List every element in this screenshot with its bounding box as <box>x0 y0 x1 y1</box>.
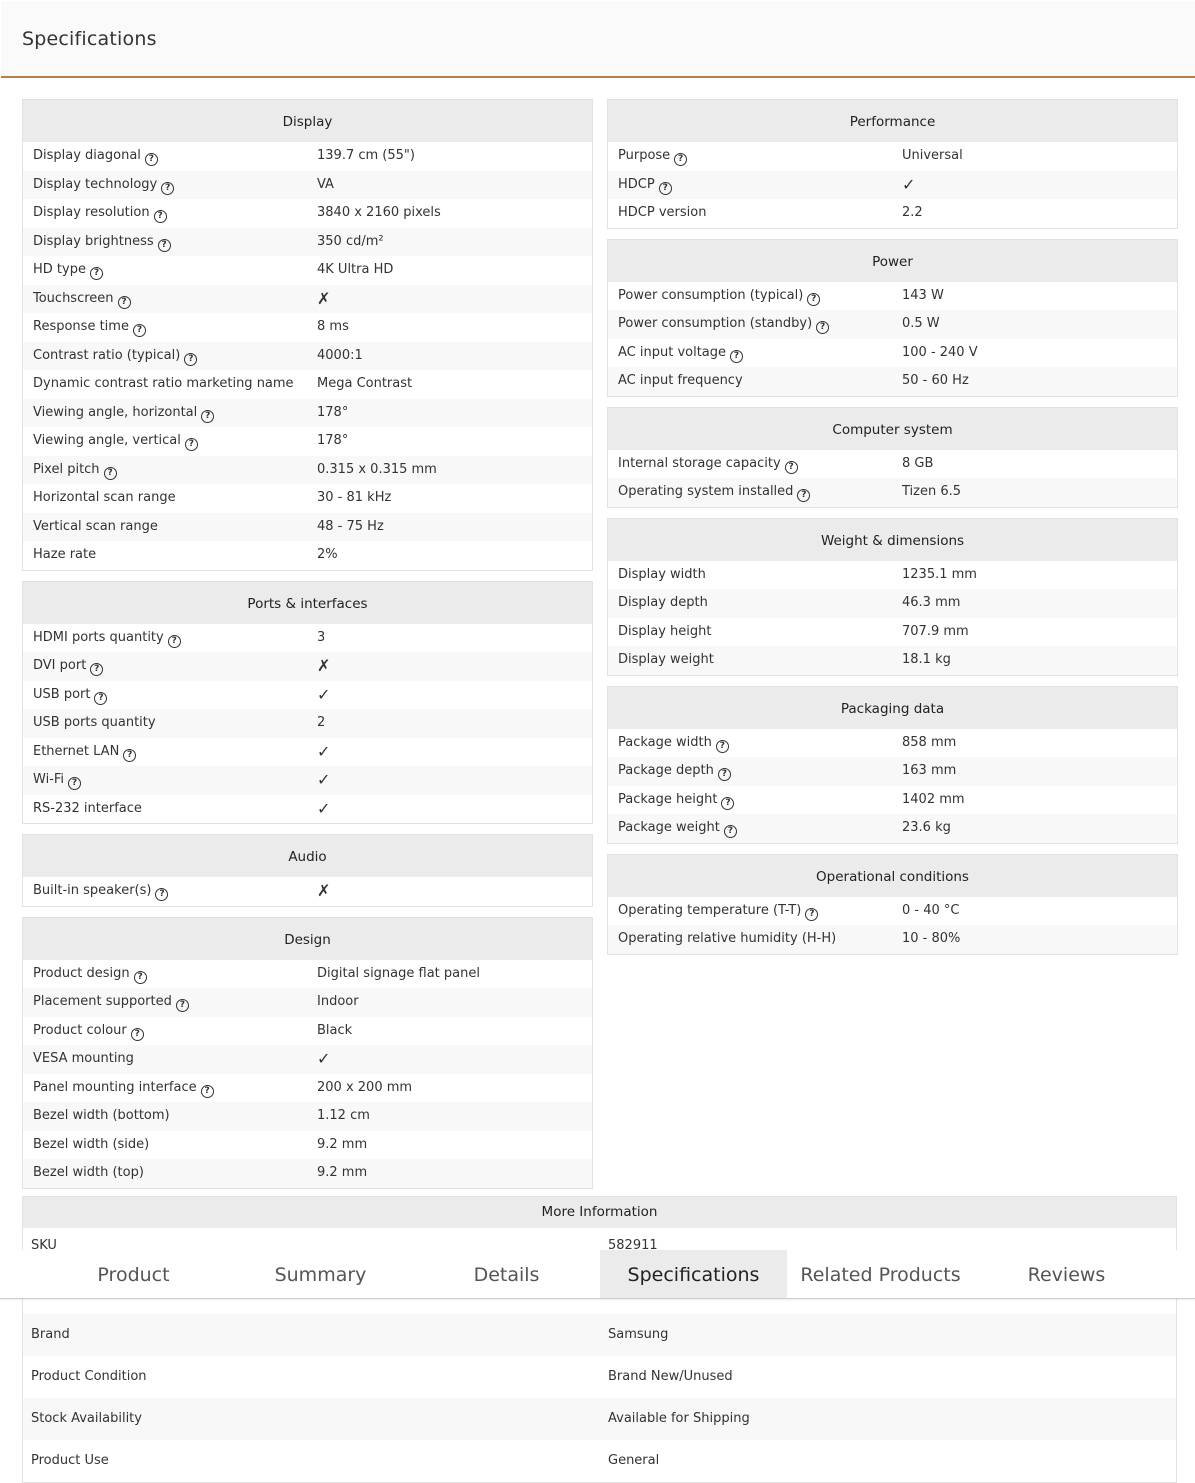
spec-label <box>33 1074 214 1103</box>
help-icon[interactable]: ? <box>185 438 198 451</box>
spec-row <box>23 652 592 681</box>
spec-label-text: AC input frequency <box>618 373 743 388</box>
spec-label <box>618 339 743 368</box>
spec-label-text: VESA mounting <box>33 1051 134 1066</box>
spec-label <box>618 925 836 954</box>
spec-label-text: Display width <box>618 566 706 582</box>
spec-table-audio <box>22 834 593 907</box>
tab-reviews[interactable]: Reviews <box>1027 1264 1106 1286</box>
spec-row <box>608 450 1177 479</box>
spec-rows <box>23 960 592 1188</box>
spec-label <box>33 1045 134 1074</box>
help-icon[interactable]: ? <box>90 663 103 676</box>
spec-table-title: Computer system <box>608 408 1177 450</box>
spec-row <box>608 478 1177 507</box>
spec-label <box>618 561 706 590</box>
spec-table-packaging-data <box>607 686 1178 844</box>
spec-label <box>618 282 820 311</box>
spec-label <box>33 541 96 570</box>
spec-value: 143 W <box>902 287 944 303</box>
page-title: Specifications <box>22 28 157 50</box>
spec-label <box>33 1102 170 1131</box>
spec-rows <box>608 561 1177 675</box>
spec-table-ports-interfaces <box>22 581 593 825</box>
help-icon[interactable]: ? <box>785 461 798 474</box>
spec-value: 858 mm <box>902 734 957 750</box>
spec-label-text: Display technology <box>33 176 158 192</box>
spec-label <box>618 814 737 843</box>
spec-rows <box>608 142 1177 228</box>
spec-row <box>608 897 1177 926</box>
spec-row <box>23 681 592 710</box>
spec-label-text: Viewing angle, horizontal <box>33 404 198 420</box>
spec-label-text: Horizontal scan range <box>33 490 176 505</box>
spec-label <box>33 484 176 513</box>
spec-value: 3 <box>317 629 326 645</box>
help-icon[interactable]: ? <box>674 153 687 166</box>
spec-label <box>618 478 810 507</box>
spec-row <box>23 256 592 285</box>
spec-label-text: Pixel pitch <box>33 461 100 477</box>
page-header <box>1 1 1195 78</box>
spec-value: 10 - 80% <box>902 931 961 946</box>
tab-details[interactable]: Details <box>473 1264 540 1286</box>
spec-rows <box>23 877 592 906</box>
help-icon[interactable]: ? <box>104 467 117 480</box>
product-tab-bar <box>0 1250 1195 1299</box>
spec-label <box>33 1017 144 1046</box>
tab-related-products[interactable]: Related Products <box>800 1264 961 1286</box>
spec-label-text: Bezel width (bottom) <box>33 1108 170 1123</box>
help-icon[interactable]: ? <box>168 635 181 648</box>
spec-value: 0 - 40 °C <box>902 902 960 918</box>
cross-icon: ✗ <box>317 881 331 900</box>
spec-label <box>618 171 672 200</box>
spec-label <box>33 456 117 485</box>
spec-value: 1.12 cm <box>317 1108 370 1123</box>
help-icon[interactable]: ? <box>659 182 672 195</box>
spec-row <box>608 757 1177 786</box>
spec-table-title: Ports & interfaces <box>23 582 592 624</box>
spec-row <box>608 339 1177 368</box>
spec-row <box>23 988 592 1017</box>
spec-label <box>33 313 146 342</box>
spec-row <box>23 399 592 428</box>
spec-value: Black <box>317 1022 353 1038</box>
spec-value: 707.9 mm <box>902 623 969 639</box>
spec-row <box>23 1017 592 1046</box>
sku-row <box>23 1228 1176 1250</box>
spec-label-text: Vertical scan range <box>33 518 158 534</box>
help-icon[interactable]: ? <box>133 324 146 337</box>
spec-row <box>608 199 1177 228</box>
spec-table-title: Power <box>608 240 1177 282</box>
spec-table-operational-conditions <box>607 854 1178 955</box>
more-info-value: Brand New/Unused <box>608 1369 733 1384</box>
spec-table-display <box>22 99 593 571</box>
cross-icon: ✗ <box>317 656 331 675</box>
spec-label-text: Operating relative humidity (H-H) <box>618 931 837 946</box>
help-icon[interactable]: ? <box>68 777 81 790</box>
help-icon[interactable]: ? <box>134 971 147 984</box>
spec-label-text: Display resolution <box>33 205 150 220</box>
spec-label-text: Response time <box>33 319 129 334</box>
spec-row <box>608 646 1177 675</box>
more-info-row <box>23 1440 1176 1482</box>
help-icon[interactable]: ? <box>176 999 189 1012</box>
spec-value: 200 x 200 mm <box>317 1079 413 1095</box>
spec-row <box>608 171 1177 200</box>
spec-table-title: Operational conditions <box>608 855 1177 897</box>
spec-value: 48 - 75 Hz <box>317 518 384 534</box>
spec-table-title: Audio <box>23 835 592 877</box>
spec-value: Indoor <box>317 994 359 1009</box>
more-info-row <box>23 1356 1176 1398</box>
spec-label-text: Package height <box>618 791 718 807</box>
more-info-label: Product Use <box>31 1453 109 1468</box>
spec-value: 8 ms <box>317 319 349 334</box>
spec-value: 100 - 240 V <box>902 344 978 360</box>
help-icon[interactable]: ? <box>730 350 743 363</box>
help-icon[interactable]: ? <box>131 1028 144 1041</box>
check-icon: ✓ <box>317 684 331 704</box>
spec-row <box>23 1045 592 1074</box>
spec-label-text: Package width <box>618 734 712 750</box>
more-info-value: Available for Shipping <box>608 1411 750 1426</box>
spec-label <box>33 1159 144 1188</box>
spec-row <box>23 142 592 171</box>
spec-label <box>33 1131 149 1160</box>
spec-table-title: Packaging data <box>608 687 1177 729</box>
spec-rows <box>608 897 1177 954</box>
spec-row <box>23 766 592 795</box>
help-icon[interactable]: ? <box>797 489 810 502</box>
spec-value: 178° <box>317 404 349 420</box>
check-icon: ✓ <box>317 741 331 761</box>
spec-label-text: USB port <box>33 686 91 702</box>
more-info-rows <box>23 1314 1176 1482</box>
spec-rows <box>608 450 1177 507</box>
more-info-row <box>23 1398 1176 1440</box>
spec-label-text: Internal storage capacity <box>618 455 781 471</box>
spec-value: VA <box>317 176 334 192</box>
spec-label <box>33 652 103 681</box>
sku-value: 582911 <box>608 1238 658 1250</box>
spec-label-text: Dynamic contrast ratio marketing name <box>33 376 294 391</box>
tab-product[interactable]: Product <box>97 1264 170 1286</box>
spec-value: 2% <box>317 547 338 562</box>
spec-value: Tizen 6.5 <box>902 484 962 499</box>
spec-label-text: Display brightness <box>33 233 154 249</box>
help-icon[interactable]: ? <box>718 768 731 781</box>
help-icon[interactable]: ? <box>94 692 107 705</box>
spec-label <box>618 757 731 786</box>
spec-value: 4K Ultra HD <box>317 262 394 277</box>
spec-label-text: Placement supported <box>33 994 172 1009</box>
spec-row <box>23 370 592 399</box>
spec-value: Digital signage flat panel <box>317 965 480 981</box>
spec-label-text: AC input voltage <box>618 344 727 360</box>
help-icon[interactable]: ? <box>805 908 818 921</box>
spec-table-computer-system <box>607 407 1178 508</box>
spec-value: 9.2 mm <box>317 1165 368 1180</box>
spec-table-title: Performance <box>608 100 1177 142</box>
spec-label-text: Bezel width (top) <box>33 1165 144 1180</box>
more-info-value: General <box>608 1453 660 1468</box>
spec-label <box>33 681 107 710</box>
spec-rows <box>608 282 1177 396</box>
spec-label <box>33 370 294 399</box>
spec-label <box>33 738 136 767</box>
spec-label <box>618 142 687 171</box>
spec-label <box>33 171 174 200</box>
spec-label-text: Wi-Fi <box>33 772 65 787</box>
spec-value: 0.315 x 0.315 mm <box>317 461 437 477</box>
spec-value: Mega Contrast <box>317 376 413 391</box>
spec-label <box>33 624 181 653</box>
spec-table-design <box>22 917 593 1189</box>
spec-label <box>33 228 171 257</box>
spec-label <box>33 795 142 824</box>
spec-label-text: Contrast ratio (typical) <box>33 347 181 363</box>
more-info-label: Stock Availability <box>31 1411 142 1426</box>
spec-label <box>618 310 829 339</box>
help-icon[interactable]: ? <box>184 353 197 366</box>
spec-label <box>618 450 798 479</box>
check-icon: ✓ <box>902 174 916 194</box>
spec-label-text: Product design <box>33 965 130 981</box>
spec-row <box>23 171 592 200</box>
spec-label-text: Product colour <box>33 1022 127 1038</box>
spec-row <box>23 1102 592 1131</box>
spec-row <box>608 561 1177 590</box>
spec-row <box>608 142 1177 171</box>
spec-row <box>23 877 592 906</box>
spec-value: 9.2 mm <box>317 1136 368 1152</box>
spec-row <box>23 285 592 314</box>
spec-row <box>23 228 592 257</box>
spec-table-power <box>607 239 1178 397</box>
spec-table-weight-dimensions <box>607 518 1178 676</box>
spec-label <box>618 729 729 758</box>
spec-rows <box>608 729 1177 843</box>
spec-label-text: Panel mounting interface <box>33 1079 197 1095</box>
spec-value: 4000:1 <box>317 347 363 363</box>
help-icon[interactable]: ? <box>118 296 131 309</box>
spec-row <box>608 310 1177 339</box>
spec-label <box>618 786 734 815</box>
help-icon[interactable]: ? <box>201 410 214 423</box>
spec-row <box>608 618 1177 647</box>
spec-label-text: Ethernet LAN <box>33 743 120 759</box>
spec-label-text: HDCP <box>618 176 655 192</box>
spec-rows <box>23 142 592 570</box>
help-icon[interactable]: ? <box>724 825 737 838</box>
help-icon[interactable]: ? <box>90 267 103 280</box>
help-icon[interactable]: ? <box>721 797 734 810</box>
spec-label <box>33 285 131 314</box>
spec-value: 350 cd/m² <box>317 233 384 249</box>
spec-row <box>23 541 592 570</box>
spec-label-text: Purpose <box>618 148 671 163</box>
more-info-label: Brand <box>31 1327 70 1342</box>
spec-label <box>33 256 103 285</box>
spec-row <box>608 786 1177 815</box>
check-icon: ✓ <box>317 798 331 818</box>
spec-label-text: Viewing angle, vertical <box>33 433 181 448</box>
spec-label-text: RS-232 interface <box>33 800 142 816</box>
spec-label-text: Operating temperature (T-T) <box>618 902 802 918</box>
spec-row <box>23 313 592 342</box>
sku-label: SKU <box>31 1238 57 1250</box>
spec-value: 18.1 kg <box>902 652 951 667</box>
spec-label-text: Power consumption (typical) <box>618 287 804 303</box>
spec-label-text: Power consumption (standby) <box>618 316 813 331</box>
help-icon[interactable]: ? <box>145 153 158 166</box>
more-info-value: Samsung <box>608 1327 669 1342</box>
spec-row <box>23 484 592 513</box>
check-icon: ✓ <box>317 1049 331 1068</box>
spec-row <box>608 367 1177 396</box>
spec-value: 139.7 cm (55") <box>317 148 415 163</box>
spec-label-text: DVI port <box>33 658 87 673</box>
spec-value: 0.5 W <box>902 316 940 331</box>
spec-label <box>33 709 156 738</box>
spec-row <box>23 1159 592 1188</box>
spec-label <box>33 877 168 906</box>
spec-label-text: Operating system installed <box>618 484 794 499</box>
spec-row <box>23 795 592 824</box>
help-icon[interactable]: ? <box>155 888 168 901</box>
spec-label <box>618 199 706 228</box>
tab-summary[interactable]: Summary <box>274 1264 367 1286</box>
spec-table-title: Design <box>23 918 592 960</box>
spec-label-text: USB ports quantity <box>33 715 156 730</box>
spec-row <box>23 427 592 456</box>
spec-label <box>33 199 167 228</box>
spec-label-text: HDCP version <box>618 205 707 220</box>
spec-label-text: Display depth <box>618 595 708 610</box>
spec-value: 163 mm <box>902 763 957 778</box>
help-icon[interactable]: ? <box>161 182 174 195</box>
spec-label <box>618 367 743 396</box>
spec-label-text: Haze rate <box>33 547 97 562</box>
spec-label-text: Built-in speaker(s) <box>33 883 152 898</box>
more-information-table <box>22 1196 1177 1483</box>
more-information-header: More Information <box>23 1197 1176 1228</box>
spec-value: 23.6 kg <box>902 820 951 835</box>
spec-label <box>33 988 189 1017</box>
help-icon[interactable]: ? <box>123 749 136 762</box>
spec-value: 1402 mm <box>902 791 965 807</box>
spec-label-text: Package depth <box>618 763 714 778</box>
spec-label <box>33 766 81 795</box>
left-spec-column <box>22 99 593 1199</box>
spec-table-title: Weight & dimensions <box>608 519 1177 561</box>
help-icon[interactable]: ? <box>716 740 729 753</box>
spec-value: 2.2 <box>902 205 923 220</box>
spec-label-text: HD type <box>33 262 86 277</box>
spec-value: Universal <box>902 148 963 163</box>
spec-value: 46.3 mm <box>902 595 961 610</box>
spec-value: 50 - 60 Hz <box>902 373 969 388</box>
spec-table-title: Display <box>23 100 592 142</box>
spec-row <box>23 342 592 371</box>
spec-label <box>33 427 198 456</box>
more-info-row <box>23 1314 1176 1356</box>
spec-row <box>23 738 592 767</box>
spec-label <box>33 960 147 989</box>
help-icon[interactable]: ? <box>154 210 167 223</box>
spec-row <box>23 1131 592 1160</box>
spec-row <box>23 1074 592 1103</box>
spec-rows <box>23 624 592 824</box>
spec-row <box>23 513 592 542</box>
help-icon[interactable]: ? <box>201 1085 214 1098</box>
spec-value: 2 <box>317 715 326 730</box>
spec-label <box>618 618 712 647</box>
spec-label-text: HDMI ports quantity <box>33 629 164 645</box>
spec-row <box>23 709 592 738</box>
spec-value: 1235.1 mm <box>902 566 977 582</box>
spec-value: 178° <box>317 433 349 448</box>
tab-specifications[interactable]: Specifications <box>600 1250 787 1298</box>
spec-label-text: Package weight <box>618 820 720 835</box>
check-icon: ✓ <box>317 770 331 789</box>
spec-row <box>23 199 592 228</box>
spec-label-text: Display height <box>618 623 712 639</box>
spec-row <box>608 729 1177 758</box>
spec-label <box>33 513 158 542</box>
spec-value: 3840 x 2160 pixels <box>317 205 441 220</box>
cross-icon: ✗ <box>317 288 331 308</box>
spec-label-text: Touchscreen <box>33 290 114 306</box>
spec-row <box>608 925 1177 954</box>
spec-label <box>618 897 818 926</box>
spec-label <box>33 399 214 428</box>
spec-row <box>608 589 1177 618</box>
spec-label <box>618 646 714 675</box>
spec-label-text: Display weight <box>618 652 714 667</box>
help-icon[interactable]: ? <box>158 239 171 252</box>
spec-row <box>23 456 592 485</box>
spec-value: 8 GB <box>902 455 934 471</box>
spec-row <box>608 282 1177 311</box>
spec-label <box>618 589 708 618</box>
help-icon[interactable]: ? <box>807 293 820 306</box>
spec-row <box>608 814 1177 843</box>
spec-table-performance <box>607 99 1178 229</box>
more-info-label: Product Condition <box>31 1369 147 1384</box>
spec-label-text: Bezel width (side) <box>33 1136 150 1152</box>
spec-label-text: Display diagonal <box>33 148 141 163</box>
spec-label <box>33 142 158 171</box>
spec-value: 30 - 81 kHz <box>317 490 392 505</box>
spec-label <box>33 342 197 371</box>
help-icon[interactable]: ? <box>816 321 829 334</box>
spec-row <box>23 960 592 989</box>
right-spec-column <box>607 99 1178 965</box>
spec-row <box>23 624 592 653</box>
